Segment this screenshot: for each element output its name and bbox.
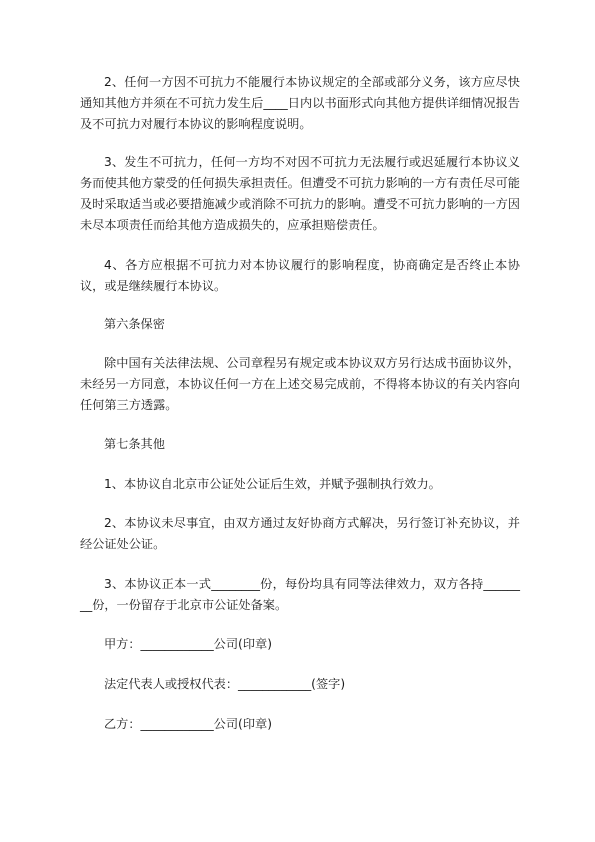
section-heading-confidentiality: 第六条保密	[104, 317, 165, 331]
paragraph-force-majeure-2: 2、任何一方因不可抗力不能履行本协议规定的全部或部分义务，该方应尽快通知其他方并须在不可抗力发生后____日内以书面形式向其他方提供详细情况报告及不可抗力对履行本协议的影响程度说明。	[80, 75, 520, 131]
paragraph-other-2: 2、本协议未尽事宜，由双方通过友好协商方式解决，另行签订补充协议，并经公证处公证。	[80, 516, 520, 551]
paragraph-confidentiality: 除中国有关法律法规、公司章程另有规定或本协议双方另行达成书面协议外，未经另一方同意，本协议任何一方在上述交易完成前，不得将本协议的有关内容向任何第三方透露。	[80, 356, 520, 412]
legal-representative-signature-line: 法定代表人或授权代表：____________(签字)	[104, 677, 346, 691]
party-b-signature-line: 乙方：____________公司(印章)	[104, 717, 272, 731]
paragraph-other-1: 1、本协议自北京市公证处公证后生效，并赋予强制执行效力。	[104, 477, 441, 491]
paragraph-force-majeure-4: 4、各方应根据不可抗力对本协议履行的影响程度，协商确定是否终止本协议，或是继续履行本协议。	[80, 258, 520, 293]
section-heading-other: 第七条其他	[104, 437, 165, 451]
paragraph-other-3: 3、本协议正本一式________份，每份均具有同等法律效力，双方各持________份，一份留存于北京市公证处备案。	[80, 577, 520, 612]
party-a-signature-line: 甲方：____________公司(印章)	[104, 637, 272, 651]
paragraph-force-majeure-3: 3、发生不可抗力，任何一方均不对因不可抗力无法履行或迟延履行本协议义务而使其他方蒙受的任何损失承担责任。但遭受不可抗力影响的一方有责任尽可能及时采取适当或必要措施减少或消除不可抗力的影响。遭受不可抗力影响的一方因未尽本项责任而给其他方造成损失的，应承担赔偿责任。	[80, 155, 520, 232]
